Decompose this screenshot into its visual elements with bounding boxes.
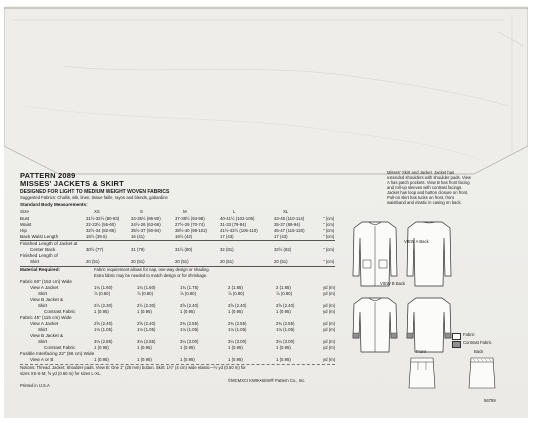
- size-header-xl: XL: [283, 209, 289, 214]
- description-line: Misses' Skirt and Jacket. Jacket has: [387, 170, 455, 175]
- row-label-bust: Bust: [20, 216, 30, 221]
- cell-bust-s: 34-35½ (86-90): [131, 216, 161, 221]
- unit-waist: " (cm): [323, 222, 335, 227]
- mat-cell: 2⅝ (2.40): [137, 321, 156, 326]
- material-heading: Material Required:: [20, 267, 61, 272]
- cell-hip-xs: 32½-34 (82-86): [86, 228, 116, 233]
- pattern-title: MISSES' JACKETS & SKIRT: [20, 179, 124, 188]
- legend-fabric: Fabric: [463, 332, 475, 337]
- mat-label: View B Jacket &: [30, 333, 64, 338]
- finished-heading-jacket: Finished Length of Jacket at: [20, 241, 78, 246]
- printed-in: Printed in U.S.A: [20, 383, 50, 388]
- mat-cell: 3⅛ (2.85): [94, 339, 113, 344]
- cell-cb-xs: 30½ (77): [86, 247, 104, 252]
- mat-cell: 2 (1.85): [276, 285, 291, 290]
- mat-cell: 2¾ (2.55): [180, 321, 199, 326]
- mat-unit: yd (m): [323, 327, 336, 332]
- row-label-skirt-length: Skirt: [30, 259, 40, 264]
- mat-label: View A Jacket: [30, 285, 59, 290]
- mat-label: Skirt: [38, 303, 48, 308]
- contrast-fabric-swatch: [452, 341, 461, 348]
- mat-cell: 1 (0.95): [180, 309, 195, 314]
- cell-bust-xl: 43-45 (110-114): [274, 216, 305, 221]
- mat-cell: 3⅛ (2.85): [137, 339, 156, 344]
- mat-cell: 1 (0.95): [94, 357, 109, 362]
- mat-cell: 1 (0.95): [228, 345, 243, 350]
- mat-cell: 2⅝ (2.40): [276, 303, 295, 308]
- mat-cell: 1⅛ (1.05): [228, 327, 247, 332]
- cell-sk-xl: 20 (51): [274, 259, 288, 264]
- cell-cb-s: 31 (79): [131, 247, 145, 252]
- mat-cell: 1⅛ (1.05): [276, 327, 295, 332]
- description-line: Pull-on skirt has tucks on front, front: [387, 195, 454, 200]
- mat-cell: 1 (0.95): [276, 357, 291, 362]
- cell-bwl-l: 17 (43): [220, 234, 234, 239]
- cell-waist-xs: 22-23½ (56-60): [86, 222, 116, 227]
- mat-cell: 2⅝ (2.40): [228, 303, 247, 308]
- mat-unit: yd (m): [323, 309, 336, 314]
- mat-unit: yd (m): [323, 339, 336, 344]
- mat-cell: 3¼ (3.00): [228, 339, 247, 344]
- view-b-jacket-illustration: [350, 294, 400, 356]
- mat-label: View B Jacket &: [30, 297, 64, 302]
- unit-cb: " (cm): [323, 247, 335, 252]
- cell-hip-s: 35½-37 (90-94): [131, 228, 161, 233]
- mat-unit: yd (m): [323, 291, 336, 296]
- description-line: extended shoulders with shoulder pads. View: [387, 175, 471, 180]
- mat-cell: 1 (0.95): [137, 309, 152, 314]
- mat-cell: 2⅝ (2.40): [180, 303, 199, 308]
- mat-unit: yd (m): [323, 285, 336, 290]
- description-line: waistband and elastic in casing on back.: [387, 200, 462, 205]
- row-label-waist: Waist: [20, 222, 32, 227]
- mat-cell: ⅞ (0.80): [228, 291, 245, 296]
- finished-heading-skirt: Finished Length of: [20, 253, 58, 258]
- size-header-m: M: [183, 209, 187, 214]
- row-label-center-back: Center Back: [30, 247, 56, 252]
- view-a-jacket-back-illustration: [404, 218, 454, 290]
- view-a-label: VIEW A Back: [404, 239, 429, 244]
- legend-contrast: Contrast Fabric: [463, 340, 492, 345]
- cell-waist-xl: 35-37 (89-94): [274, 222, 301, 227]
- mat-label: View A Jacket: [30, 321, 59, 326]
- mat-cell: 2¾ (2.55): [228, 321, 247, 326]
- cell-hip-l: 41½-43½ (106-110): [220, 228, 258, 233]
- material-note-2: Extra fabric may be needed to match design or for shrinkage.: [94, 273, 208, 278]
- front-label: Front: [416, 349, 426, 354]
- row-label-back-waist: Back Waist Length: [20, 234, 59, 239]
- cell-bust-xs: 31½-32½ (80-83): [86, 216, 120, 221]
- mat-label: Skirt: [38, 291, 48, 296]
- copyright: ©MCMXCI KWIK•SEW® Pattern Co., Inc.: [228, 378, 306, 383]
- catalog-number: 56789: [484, 398, 496, 403]
- row-label-hip: Hip: [20, 228, 27, 233]
- cell-waist-m: 27½-29 (70-74): [175, 222, 205, 227]
- cell-bwl-xs: 15½ (39.5): [86, 234, 107, 239]
- designed-for: DESIGNED FOR LIGHT TO MEDIUM WEIGHT WOVEN FABRICS: [20, 189, 170, 195]
- notions-line-2: sizes XS-S-M; ⅝ yd (0.60 m) for sizes L-XL.: [20, 371, 102, 376]
- fabric-swatch: [452, 333, 461, 340]
- mat-cell: ⅞ (0.80): [94, 291, 111, 296]
- cell-sk-l: 20 (51): [220, 259, 234, 264]
- view-a-jacket-illustration: [350, 218, 400, 290]
- mat-cell: 1⅛ (1.05): [180, 327, 199, 332]
- view-b-jacket-back-illustration: [404, 294, 454, 356]
- back-label: Back: [474, 349, 484, 354]
- cell-bust-l: 40-41½ (102-106): [220, 216, 255, 221]
- mat-cell: ⅞ (0.80): [137, 291, 154, 296]
- unit-bwl: " (cm): [323, 234, 335, 239]
- mat-cell: 1 (0.95): [228, 357, 243, 362]
- cell-hip-xl: 45-47 (115-120): [274, 228, 305, 233]
- cell-cb-m: 31½ (80): [175, 247, 193, 252]
- mat-cell: 2 (1.85): [228, 285, 243, 290]
- mat-cell: 1 (0.95): [180, 345, 195, 350]
- cell-bwl-s: 16 (41): [131, 234, 145, 239]
- mat-label: Contrast Fabric: [44, 345, 76, 350]
- view-b-label: VIEW B Back: [380, 281, 406, 286]
- mat-cell: 1 (0.95): [94, 309, 109, 314]
- size-header-l: L: [233, 209, 236, 214]
- mat-cell: 1¾ (1.60): [94, 285, 113, 290]
- cell-hip-m: 38½-40 (98-102): [175, 228, 208, 233]
- cell-cb-l: 32 (81): [220, 247, 234, 252]
- description-line: and roll-up sleeves with contrast facings.: [387, 185, 463, 190]
- unit-bust: " (cm): [323, 216, 335, 221]
- skirt-front-illustration: [406, 356, 438, 390]
- mat-cell: 3¼ (3.00): [276, 339, 295, 344]
- mat-unit: yd (m): [323, 357, 336, 362]
- cell-waist-l: 31-33 (79-84): [220, 222, 247, 227]
- material-note-1: Fabric requirement allows for nap, one-way design or shading.: [94, 267, 210, 272]
- pattern-number: PATTERN 2089: [20, 171, 76, 180]
- mat-unit: yd (m): [323, 303, 336, 308]
- cell-waist-s: 24½-26 (63-66): [131, 222, 161, 227]
- mat-cell: 3¼ (3.00): [180, 339, 199, 344]
- size-header-xs: XS: [94, 209, 100, 214]
- notions-line-1: Notions: Thread. Jacket: Shoulder pads. View B: One 1" (25 mm) button. Skirt: 1½" (4 cm) wide elastic—½ yd (0.50 m) for: [20, 365, 246, 370]
- cell-bwl-xl: 17 (43): [274, 234, 288, 239]
- mat-cell: 2⅝ (2.40): [94, 321, 113, 326]
- row-label-size: Size: [20, 209, 29, 214]
- unit-sk: " (cm): [323, 259, 335, 264]
- cell-sk-m: 20 (51): [175, 259, 189, 264]
- mat-label: Skirt: [38, 327, 48, 332]
- mat-cell: 1 (0.95): [276, 309, 291, 314]
- mat-cell: 1 (0.95): [94, 345, 109, 350]
- mat-cell: 1⅛ (1.05): [94, 327, 113, 332]
- cell-cb-xl: 32½ (82): [274, 247, 292, 252]
- mat-cell: 1 (0.95): [137, 345, 152, 350]
- suggested-fabrics: Suggested Fabrics: Challis, silk, linen, tissue faille, rayon and blends, gabardine: [20, 195, 168, 200]
- mat-cell: 2½ (2.30): [137, 303, 156, 308]
- fabric-60-heading: Fabric 60" (152 cm) Wide: [20, 279, 72, 284]
- cell-sk-xs: 20 (51): [86, 259, 100, 264]
- mat-cell: 2½ (2.30): [94, 303, 113, 308]
- mat-cell: 1 (0.95): [276, 345, 291, 350]
- mat-cell: 1 (0.95): [228, 309, 243, 314]
- mat-label: View A or B: [30, 357, 54, 362]
- mat-label: Skirt: [38, 339, 48, 344]
- mat-cell: ⅞ (0.80): [276, 291, 293, 296]
- mat-unit: yd (m): [323, 345, 336, 350]
- description-line: A has patch pockets. View B has front facing: [387, 180, 470, 185]
- mat-cell: 1¾ (1.60): [137, 285, 156, 290]
- fusible-heading: Fusible Interfacing 22" (56 cm) Wide: [20, 351, 95, 356]
- description-line: Jacket has loop and button closure on front.: [387, 190, 469, 195]
- mat-cell: 2¾ (2.55): [276, 321, 295, 326]
- size-header-s: S: [140, 209, 143, 214]
- cell-sk-s: 20 (51): [131, 259, 145, 264]
- unit-hip: " (cm): [323, 228, 335, 233]
- fabric-45-heading: Fabric 45" (115 cm) Wide: [20, 315, 72, 320]
- mat-cell: 1⅛ (1.05): [137, 327, 156, 332]
- mat-unit: yd (m): [323, 321, 336, 326]
- mat-cell: 1 (0.95): [180, 357, 195, 362]
- mat-label: Contrast Fabric: [44, 309, 76, 314]
- mat-cell: ⅞ (0.80): [180, 291, 197, 296]
- cell-bwl-m: 16½ (42): [175, 234, 193, 239]
- mat-cell: 1 (0.95): [137, 357, 152, 362]
- mat-cell: 1¾ (1.75): [180, 285, 199, 290]
- skirt-back-illustration: [466, 356, 498, 390]
- body-measurements-heading: Standard Body Measurements:: [20, 202, 88, 207]
- cell-bust-m: 37-38½ (94-98): [175, 216, 205, 221]
